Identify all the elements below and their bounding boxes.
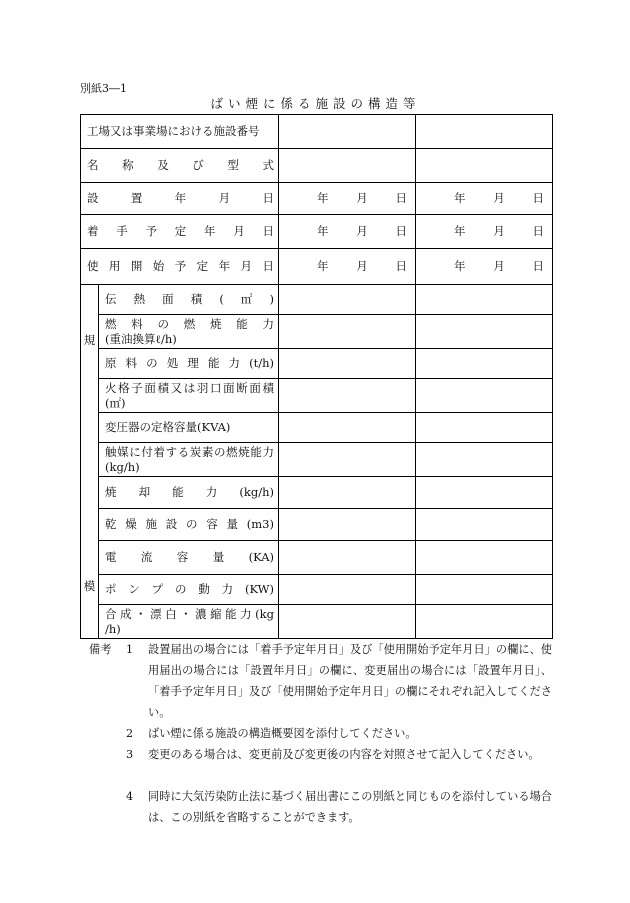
year-label: 年 xyxy=(454,224,466,238)
value-cell[interactable] xyxy=(416,443,553,477)
value-cell[interactable] xyxy=(279,115,416,149)
value-cell[interactable] xyxy=(416,541,553,575)
row-incineration-capacity xyxy=(81,477,553,509)
label-line-1: 触媒に付着する炭素の燃焼能力 xyxy=(105,444,274,459)
note-text: 設置届出の場合には「着手予定年月日」及び「使用開始予定年月日」の欄に、使用届出の場合には「設置年月日」の欄に、変更届出の場合には「設置年月日」、「着手予定年月日」及び「使用開始予定年月日」の欄にそれぞれ記入してください。 xyxy=(148,643,552,719)
date-cell[interactable] xyxy=(279,183,416,215)
label-synthesis-bleaching-capacity xyxy=(99,605,279,639)
note-number: 4 xyxy=(126,790,134,803)
value-cell[interactable] xyxy=(416,413,553,443)
label-current-capacity: 電流容量(KA) xyxy=(99,541,279,575)
row-facility-number xyxy=(81,115,553,149)
label-use-start-date: 使用開始予定年月日 xyxy=(81,249,279,285)
label-catalyst-carbon-combustion xyxy=(99,443,279,477)
value-cell[interactable] xyxy=(416,315,553,349)
month-label: 月 xyxy=(493,259,505,273)
year-label: 年 xyxy=(317,224,329,238)
date-cell[interactable] xyxy=(279,215,416,249)
value-cell[interactable] xyxy=(279,149,416,183)
value-cell[interactable] xyxy=(416,575,553,605)
row-grate-area xyxy=(81,379,553,413)
row-fuel-combustion-capacity xyxy=(81,315,553,349)
value-cell[interactable] xyxy=(416,115,553,149)
day-label: 日 xyxy=(395,259,407,273)
label-fuel-combustion-capacity xyxy=(99,315,279,349)
note-text: 変更のある場合は、変更前及び変更後の内容を対照させて記入してください。 xyxy=(148,748,540,761)
month-label: 月 xyxy=(356,259,368,273)
row-synthesis-bleaching-capacity xyxy=(81,605,553,639)
note-text: 同時に大気汚染防止法に基づく届出書にこの別紙と同じものを添付している場合は、この別紙を省略することができます。 xyxy=(148,790,552,824)
value-cell[interactable] xyxy=(279,349,416,379)
scale-side-label xyxy=(81,285,99,639)
label-pump-power: ポンプの動力(KW) xyxy=(99,575,279,605)
row-drying-capacity xyxy=(81,509,553,541)
day-label: 日 xyxy=(532,224,544,238)
label-line-2: (重油換算ℓ/h) xyxy=(105,331,177,346)
value-cell[interactable] xyxy=(416,477,553,509)
value-cell[interactable] xyxy=(416,509,553,541)
month-label: 月 xyxy=(493,224,505,238)
month-label: 月 xyxy=(356,224,368,238)
value-cell[interactable] xyxy=(416,379,553,413)
row-raw-material-processing xyxy=(81,349,553,379)
label-raw-material-processing: 原料の処理能力(t/h) xyxy=(99,349,279,379)
row-name-and-model xyxy=(81,149,553,183)
value-cell[interactable] xyxy=(416,605,553,639)
row-transformer-capacity xyxy=(81,413,553,443)
label-installation-date: 設置年月日 xyxy=(81,183,279,215)
row-pump-power xyxy=(81,575,553,605)
label-heat-transfer-area: 伝熱面積(㎡) xyxy=(99,285,279,315)
value-cell[interactable] xyxy=(279,477,416,509)
value-cell[interactable] xyxy=(416,349,553,379)
scale-label-bottom: 模 xyxy=(83,579,96,593)
label-line-2: /h) xyxy=(105,621,121,636)
value-cell[interactable] xyxy=(279,315,416,349)
note-number: 3 xyxy=(126,748,134,761)
facility-structure-table xyxy=(80,114,553,639)
year-label: 年 xyxy=(317,191,329,205)
label-drying-capacity: 乾燥施設の容量(m3) xyxy=(99,509,279,541)
label-line-1: 合成・漂白・濃縮能力(kg xyxy=(105,606,274,621)
value-cell[interactable] xyxy=(279,541,416,575)
scale-label-top: 規 xyxy=(83,333,96,347)
value-cell[interactable] xyxy=(279,605,416,639)
row-installation-date xyxy=(81,183,553,215)
row-use-start-date xyxy=(81,249,553,285)
day-label: 日 xyxy=(395,224,407,238)
label-line-1: 燃料の燃焼能力 xyxy=(105,316,274,331)
day-label: 日 xyxy=(532,259,544,273)
row-catalyst-carbon-combustion xyxy=(81,443,553,477)
value-cell[interactable] xyxy=(279,285,416,315)
note-number: 1 xyxy=(126,643,134,656)
document-title: ばい煙に係る施設の構造等 xyxy=(210,96,421,111)
value-cell[interactable] xyxy=(416,285,553,315)
value-cell[interactable] xyxy=(279,509,416,541)
label-transformer-capacity: 変圧器の定格容量(KVA) xyxy=(99,413,279,443)
month-label: 月 xyxy=(493,191,505,205)
label-incineration-capacity: 焼却能力(kg/h) xyxy=(99,477,279,509)
row-current-capacity xyxy=(81,541,553,575)
date-cell[interactable] xyxy=(416,249,553,285)
label-grate-area xyxy=(99,379,279,413)
year-label: 年 xyxy=(454,259,466,273)
label-name-and-model: 名称及び型式 xyxy=(81,149,279,183)
day-label: 日 xyxy=(395,191,407,205)
row-heat-transfer-area xyxy=(81,285,553,315)
date-cell[interactable] xyxy=(416,183,553,215)
value-cell[interactable] xyxy=(416,149,553,183)
date-cell[interactable] xyxy=(416,215,553,249)
value-cell[interactable] xyxy=(279,575,416,605)
notes-heading: 備考 xyxy=(89,643,112,656)
label-line-2: (㎡) xyxy=(105,395,126,410)
date-cell[interactable] xyxy=(279,249,416,285)
note-text: ばい煙に係る施設の構造概要図を添付してください。 xyxy=(148,727,417,740)
value-cell[interactable] xyxy=(279,443,416,477)
year-label: 年 xyxy=(454,191,466,205)
month-label: 月 xyxy=(356,191,368,205)
document-label: 別紙3―1 xyxy=(80,82,127,95)
label-facility-number: 工場又は事業場における施設番号 xyxy=(81,115,279,149)
day-label: 日 xyxy=(532,191,544,205)
value-cell[interactable] xyxy=(279,413,416,443)
row-start-date xyxy=(81,215,553,249)
label-start-date: 着手予定年月日 xyxy=(81,215,279,249)
label-line-2: (kg/h) xyxy=(105,459,140,474)
value-cell[interactable] xyxy=(279,379,416,413)
year-label: 年 xyxy=(317,259,329,273)
note-number: 2 xyxy=(126,727,134,740)
label-line-1: 火格子面積又は羽口面断面積 xyxy=(105,380,274,395)
